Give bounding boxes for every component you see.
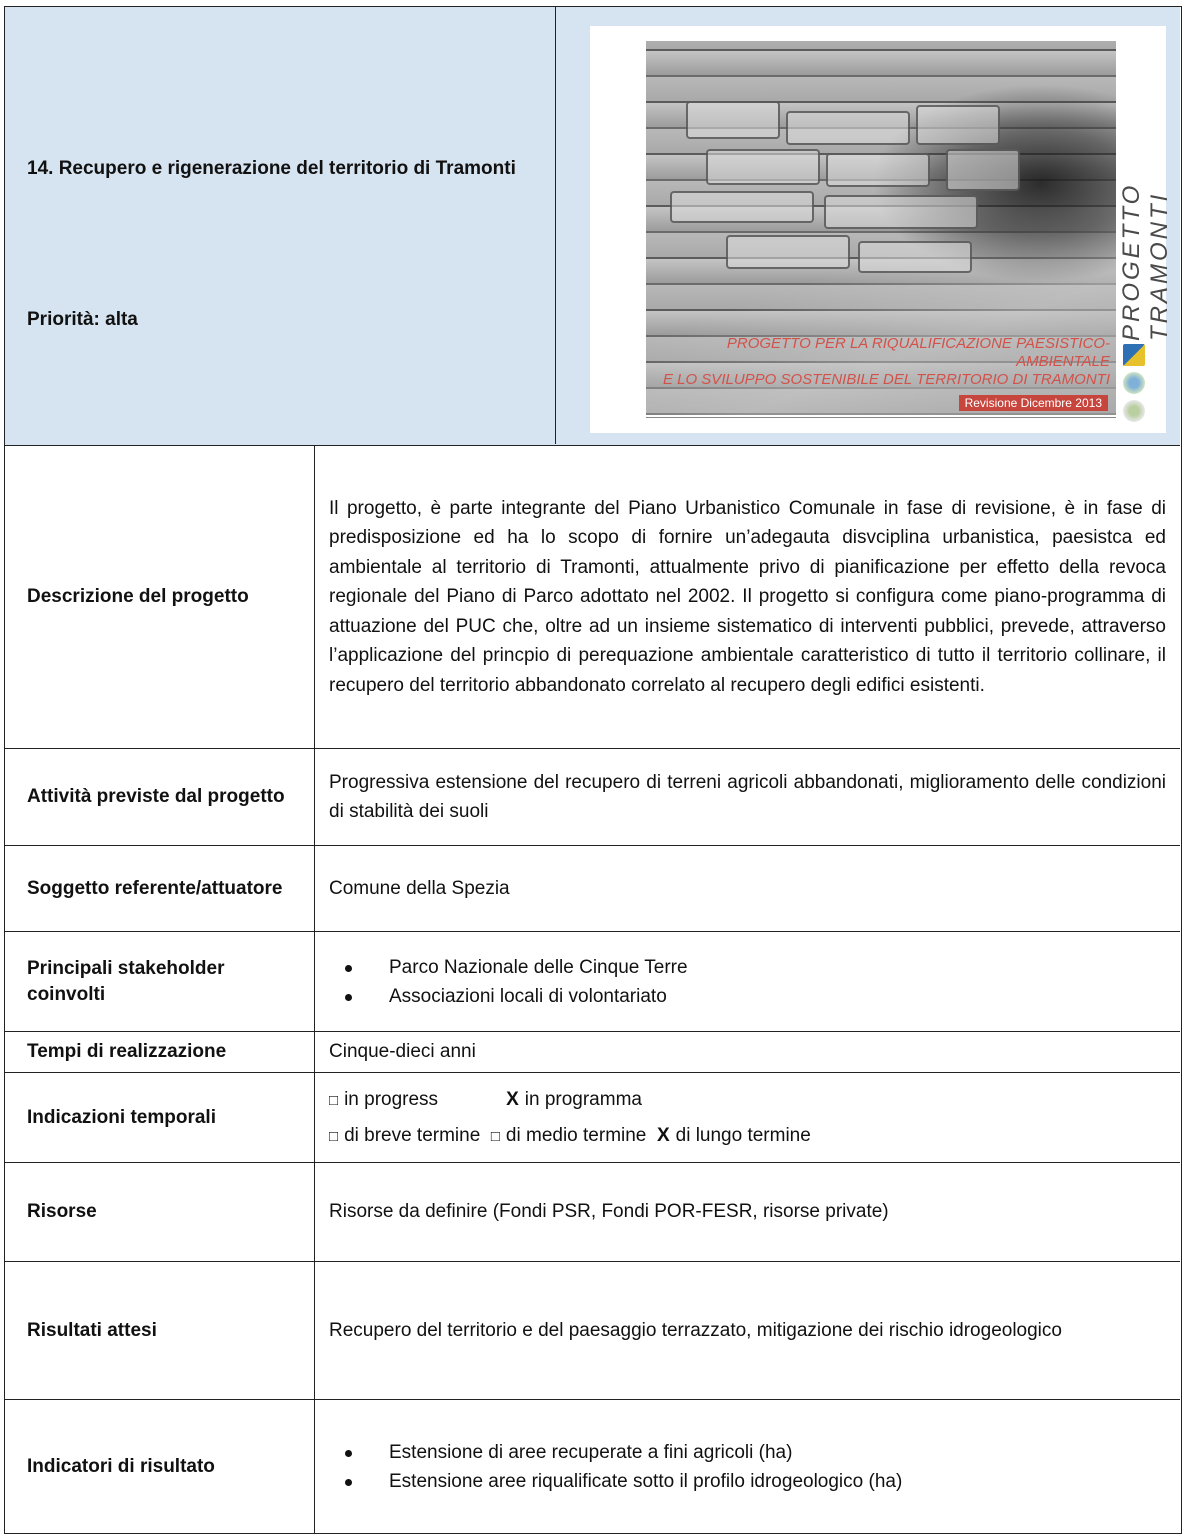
cover-logo-icon	[1123, 344, 1145, 366]
label-soggetto: Soggetto referente/attuatore	[5, 846, 315, 931]
content-risorse	[315, 1163, 1180, 1261]
status-line	[329, 1082, 811, 1118]
label-tempi: Tempi di realizzazione	[5, 1032, 315, 1072]
descrizione-text: Il progetto, è parte integrante del Piano Urbanistico Comunale in fase di revisione, è in fase di predisposizione ed ha lo scopo di fornire un’adegauta disvciplina urbanistica, paesistca ed ambientale al territorio di Tramonti, attualmente privo di pianificazione per effetto della revoca regionale del Piano di Parco adottato nel 2002. Il progetto si configura come piano-programma di attuazione del PUC che, oltre ad un insieme sistematico di interventi pubblici, prevede, attraverso l’applicazione del princpio di perequazione ambientale caratteristico di tutto il territorio collinare, il recupero del territorio abbandonato correlato al recupero degli edifici esistenti.	[329, 497, 1166, 696]
stakeholder-list	[329, 953, 688, 1011]
option-lungo: di lungo termine	[675, 1124, 811, 1146]
project-sheet	[4, 6, 1182, 1534]
project-priority: Priorità: alta	[27, 309, 138, 330]
content-risultati	[315, 1262, 1180, 1399]
label-indicazioni: Indicazioni temporali	[5, 1073, 315, 1162]
row-tempi	[5, 1032, 1180, 1073]
content-indicazioni	[315, 1073, 1180, 1162]
checkbox-empty-icon: □	[329, 1127, 339, 1145]
cover-side-title: PROGETTO TRAMONTI	[1118, 182, 1173, 341]
risultati-text: Recupero del territorio e del paesaggio terrazzato, mitigazione dei rischio idrogeologico	[329, 1319, 1062, 1341]
row-risorse	[5, 1163, 1180, 1262]
row-descrizione	[5, 446, 1180, 749]
attivita-text: Progressiva estensione del recupero di terreni agricoli abbandonati, miglioramento delle condizioni di stabilità dei suoli	[329, 771, 1166, 822]
row-risultati	[5, 1262, 1180, 1400]
checked-x-icon: X	[656, 1124, 670, 1146]
row-indicatori	[5, 1400, 1180, 1533]
checkbox-empty-icon: □	[490, 1127, 500, 1145]
indicazioni-options	[329, 1082, 811, 1154]
label-risultati: Risultati attesi	[5, 1262, 315, 1399]
stone-wall-photo	[646, 41, 1116, 415]
project-header	[5, 7, 1180, 446]
row-stakeholder	[5, 932, 1180, 1032]
option-medio: di medio termine	[505, 1124, 647, 1146]
content-tempi	[315, 1032, 1180, 1072]
soggetto-text: Comune della Spezia	[329, 877, 510, 899]
row-attivita	[5, 749, 1180, 846]
content-attivita	[315, 749, 1180, 845]
cover-logo-icon	[1123, 400, 1145, 422]
label-descrizione: Descrizione del progetto	[5, 446, 315, 748]
label-indicatori: Indicatori di risultato	[5, 1400, 315, 1533]
option-breve: di breve termine	[344, 1124, 481, 1146]
header-title-cell	[5, 7, 556, 444]
project-title: 14. Recupero e rigenerazione del territorio di Tramonti	[27, 158, 516, 179]
option-in-progress: in progress	[344, 1088, 439, 1110]
cover-banner	[646, 335, 1116, 393]
content-descrizione	[315, 446, 1180, 748]
checked-x-icon: X	[506, 1088, 519, 1110]
content-indicatori	[315, 1400, 1180, 1533]
option-in-programma: in programma	[524, 1088, 642, 1110]
cover-banner-line2: E LO SVILUPPO SOSTENIBILE DEL TERRITORIO DI TRAMONTI	[662, 371, 1110, 388]
cover-image	[590, 26, 1173, 433]
list-item: Associazioni locali di volontariato	[329, 982, 688, 1011]
tempi-text: Cinque-dieci anni	[329, 1041, 476, 1063]
label-attivita: Attività previste dal progetto	[5, 749, 315, 845]
risorse-text: Risorse da definire (Fondi PSR, Fondi POR-FESR, risorse private)	[329, 1201, 889, 1223]
term-line	[329, 1118, 811, 1154]
list-item: Parco Nazionale delle Cinque Terre	[329, 953, 688, 982]
cover-logo-icon	[1123, 372, 1145, 394]
label-stakeholder: Principali stakeholder coinvolti	[5, 932, 315, 1031]
list-item: Estensione di aree recuperate a fini agricoli (ha)	[329, 1438, 902, 1467]
label-risorse: Risorse	[5, 1163, 315, 1261]
list-item: Estensione aree riqualificate sotto il profilo idrogeologico (ha)	[329, 1467, 902, 1496]
cover-revision: Revisione Dicembre 2013	[959, 395, 1108, 411]
checkbox-empty-icon: □	[329, 1091, 339, 1109]
cover-credits	[646, 417, 1116, 432]
content-stakeholder	[315, 932, 1180, 1031]
indicatori-list	[329, 1438, 902, 1496]
content-soggetto	[315, 846, 1180, 931]
row-indicazioni	[5, 1073, 1180, 1163]
cover-banner-line1: PROGETTO PER LA RIQUALIFICAZIONE PAESISTICO-AMBIENTALE	[726, 335, 1110, 370]
row-soggetto	[5, 846, 1180, 932]
